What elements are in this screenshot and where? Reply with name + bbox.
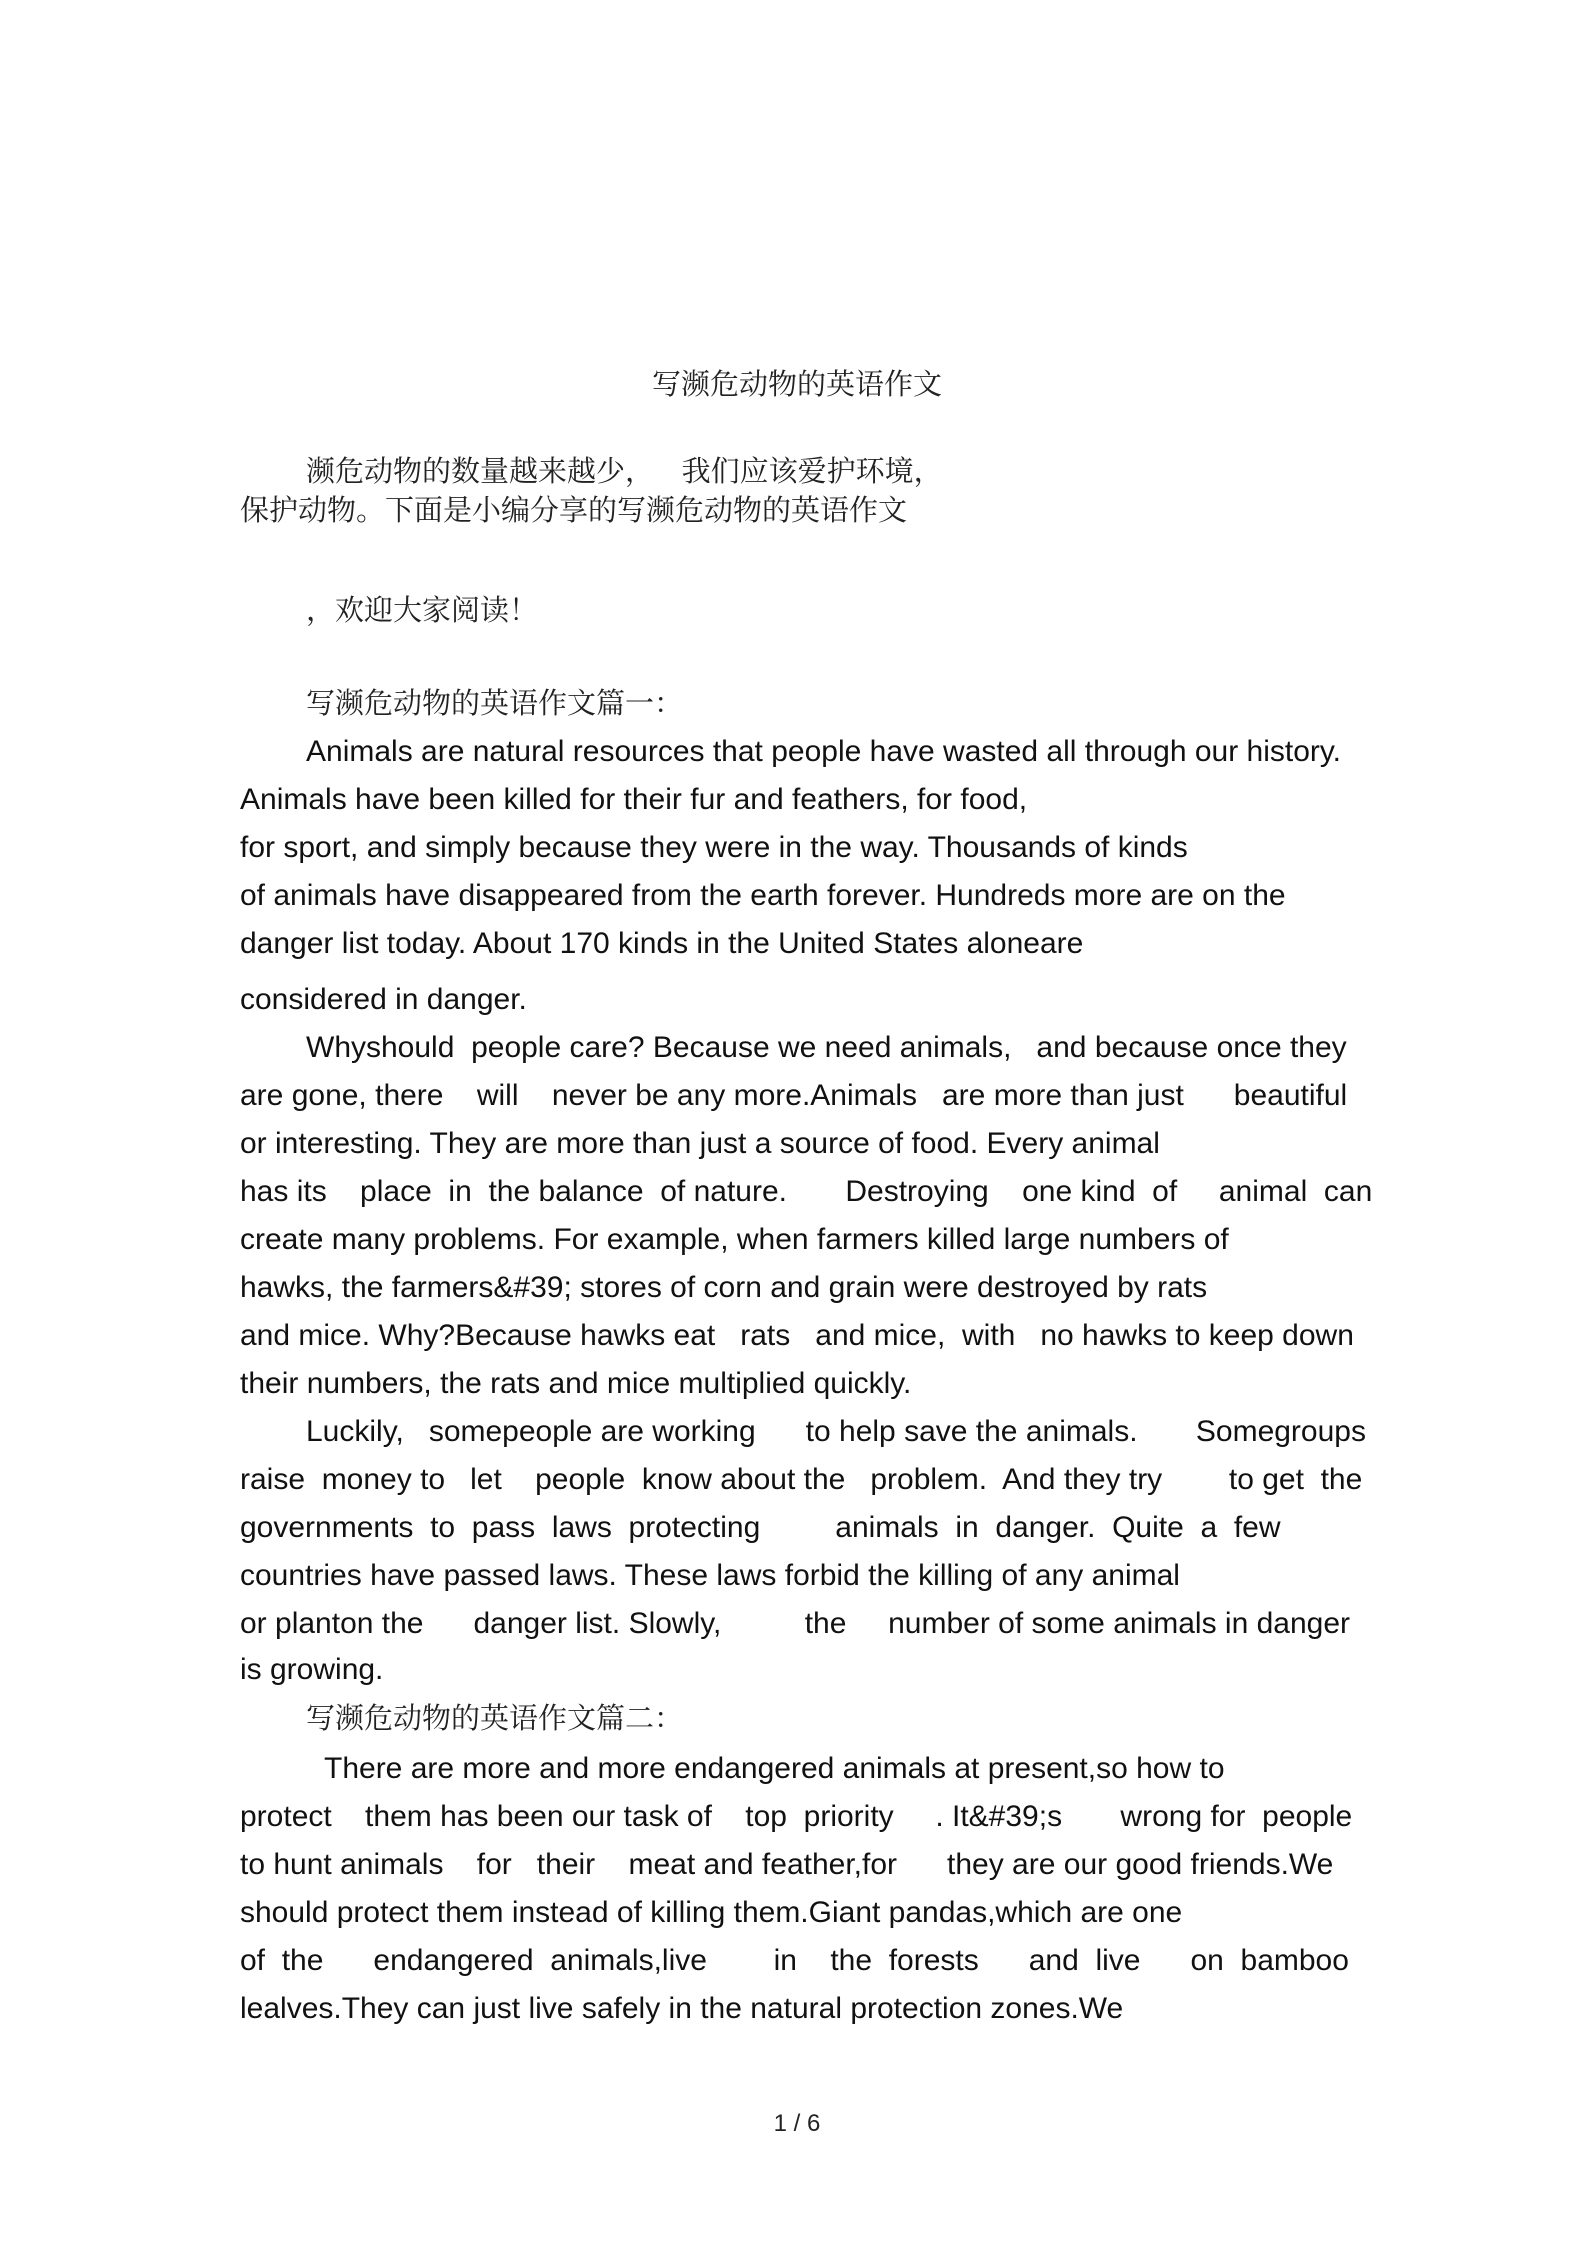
section-1-heading: 写濒危动物的英语作文篇一： (306, 686, 684, 720)
section-2-line: There are more and more endangered animals at present,so how to (324, 1752, 1225, 1785)
section-2-line: protect them has been our task of top priority . It&#39;s wrong for people (240, 1800, 1353, 1833)
section-1-line: or planton the danger list. Slowly, the number of some animals in danger (240, 1607, 1350, 1640)
section-1-line: is growing. (240, 1653, 384, 1686)
section-2-line: of the endangered animals,live in the forests and live on bamboo (240, 1944, 1349, 1977)
section-2-heading: 写濒危动物的英语作文篇二： (306, 1701, 684, 1735)
section-1-line: governments to pass laws protecting animals in danger. Quite a few (240, 1511, 1281, 1544)
document-title: 写濒危动物的英语作文 (651, 367, 942, 401)
section-1-line: create many problems. For example, when farmers killed large numbers of (240, 1223, 1229, 1256)
section-1-line: or interesting. They are more than just a source of food. Every animal (240, 1127, 1160, 1160)
section-2-line: lealves.They can just live safely in the natural protection zones.We (240, 1992, 1124, 2025)
section-1-line: danger list today. About 170 kinds in the United States aloneare (240, 927, 1084, 960)
section-1-line: Whyshould people care? Because we need animals, and because once they (306, 1031, 1347, 1064)
intro-line-2: 保护动物。下面是小编分享的写濒危动物的英语作文 (240, 493, 908, 527)
intro-line-1: 濒危动物的数量越来越少， 我们应该爱护环境， (306, 454, 943, 488)
section-1-line: hawks, the farmers&#39; stores of corn and grain were destroyed by rats (240, 1271, 1208, 1304)
section-1-line: Luckily, somepeople are working to help save the animals. Somegroups (306, 1415, 1366, 1448)
section-1-line: are gone, there will never be any more.Animals are more than just beautiful (240, 1079, 1348, 1112)
section-1-line: Animals are natural resources that people have wasted all through our history. (306, 735, 1342, 768)
section-1-line: their numbers, the rats and mice multiplied quickly. (240, 1367, 912, 1400)
section-1-line: for sport, and simply because they were in the way. Thousands of kinds (240, 831, 1188, 864)
section-1-line: has its place in the balance of nature. Destroying one kind of animal can (240, 1175, 1373, 1208)
section-1-line: considered in danger. (240, 983, 527, 1016)
section-1-line: Animals have been killed for their fur and feathers, for food, (240, 783, 1028, 816)
intro-line-3: ，欢迎大家阅读！ (306, 593, 539, 627)
section-1-line: and mice. Why?Because hawks eat rats and mice, with no hawks to keep down (240, 1319, 1354, 1352)
section-1-line: countries have passed laws. These laws forbid the killing of any animal (240, 1559, 1180, 1592)
section-2-line: should protect them instead of killing them.Giant pandas,which are one (240, 1896, 1183, 1929)
page-number: 1 / 6 (773, 2110, 821, 2137)
section-2-line: to hunt animals for their meat and feather,for they are our good friends.We (240, 1848, 1334, 1881)
section-1-line: of animals have disappeared from the earth forever. Hundreds more are on the (240, 879, 1286, 912)
section-1-line: raise money to let people know about the problem. And they try to get the (240, 1463, 1363, 1496)
